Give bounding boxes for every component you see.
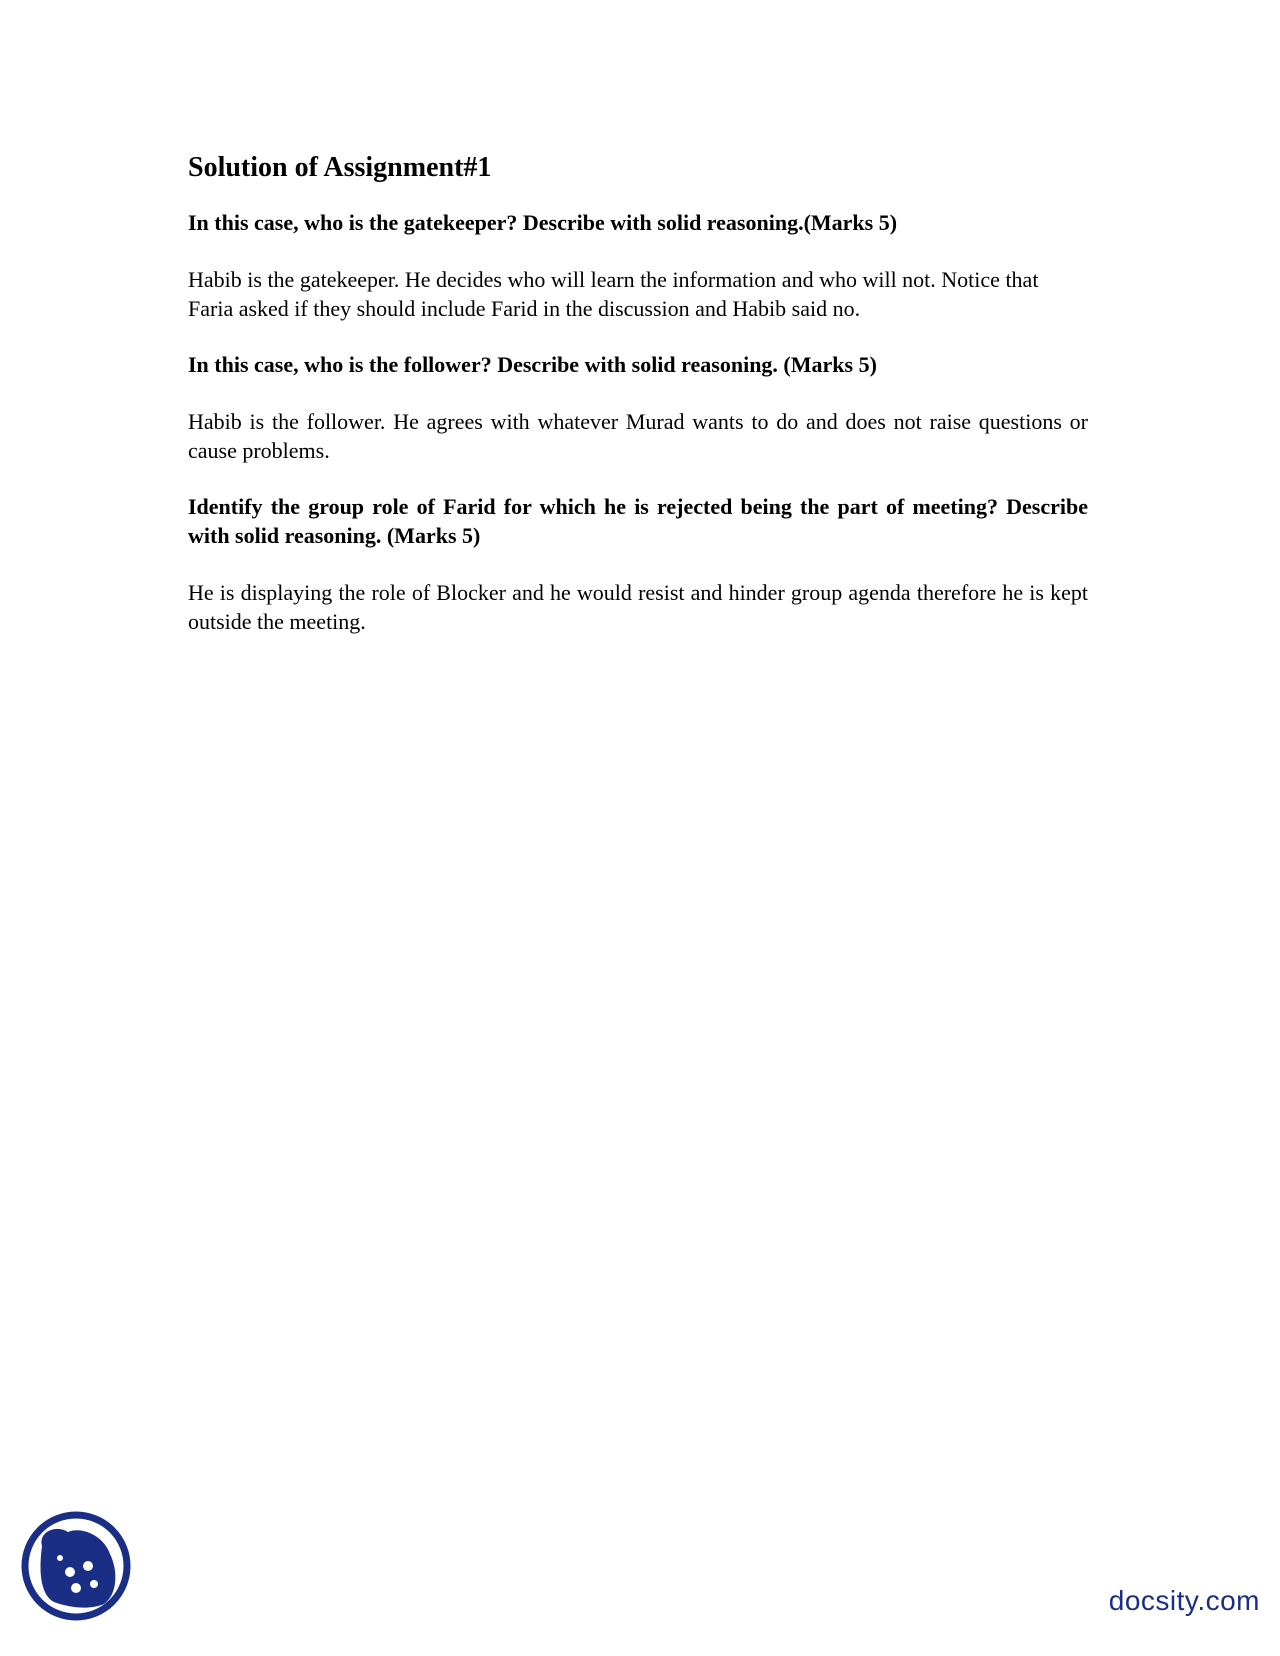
- docsity-brand-link[interactable]: docsity.com: [1108, 1585, 1260, 1616]
- question-3: Identify the group role of Farid for which he is rejected being the part of meeting? Describe with solid reasoning. (Marks 5): [188, 494, 1088, 548]
- answer-1: Habib is the gatekeeper. He decides who will learn the information and who will not. Notice that Faria asked if they should include Farid in the discussion and Habib said no.: [188, 267, 1039, 321]
- question-1: In this case, who is the gatekeeper? Describe with solid reasoning.(Marks 5): [188, 210, 898, 235]
- answer-3: He is displaying the role of Blocker and he would resist and hinder group agenda therefore he is kept outside the meeting.: [188, 580, 1088, 634]
- docsity-logo-icon: [20, 1510, 132, 1622]
- document-body: [188, 150, 1088, 663]
- question-2: In this case, who is the follower? Describe with solid reasoning. (Marks 5): [188, 352, 877, 377]
- answer-2: Habib is the follower. He agrees with whatever Murad wants to do and does not raise questions or cause problems.: [188, 409, 1088, 463]
- document-title: Solution of Assignment#1: [188, 152, 492, 183]
